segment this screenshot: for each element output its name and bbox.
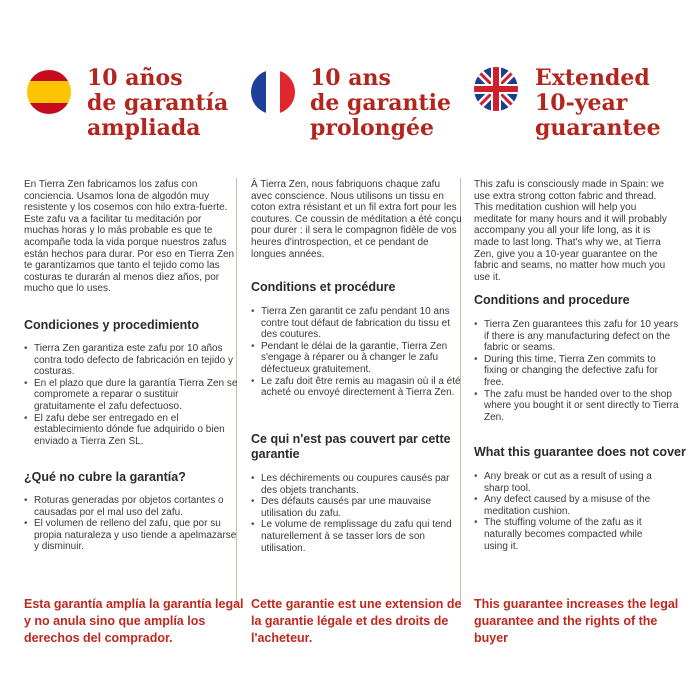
exclusions-heading: What this guarantee does not cover xyxy=(474,445,686,459)
list-item: • Des défauts causés par une mauvaise utilisation du zafu. xyxy=(251,496,465,519)
exclusions-heading: Ce qui n'est pas couvert par cette garantie xyxy=(251,432,451,461)
intro-paragraph: À Tierra Zen, nous fabriquons chaque zafu avec conscience. Nous utilisons un tissu en coton extra résistant et un fil extra fort pour les coutures. Ce coussin de méditation a été conçu pour durer : il sera le compagnon fidèle de vos heures d'introspection, et ce pendant de longues années. xyxy=(251,179,462,260)
exclusions-list xyxy=(474,471,654,552)
list-item: • Any break or cut as a result of using a sharp tool. xyxy=(474,471,654,494)
list-item: • The stuffing volume of the zafu as it naturally becomes compacted while using it. xyxy=(474,517,654,552)
french-column xyxy=(251,0,467,700)
list-item: • Any defect caused by a misuse of the meditation cushion. xyxy=(474,494,654,517)
list-item: • Roturas generadas por objetos cortantes o causadas por el mal uso del zafu. xyxy=(24,495,238,518)
conditions-list xyxy=(24,343,238,447)
spain-flag-icon xyxy=(27,70,71,114)
list-item: • El volumen de relleno del zafu, que por su propia naturaleza y uso tiende a apelmazarse y disminuir. xyxy=(24,518,238,553)
conditions-list xyxy=(251,306,465,399)
conditions-heading: Condiciones y procedimiento xyxy=(24,318,200,332)
list-item: • Tierra Zen guarantees this zafu for 10 years if there is any manufacturing defect on the fabric or seams. xyxy=(474,319,679,354)
footer-note: Cette garantie est une extension de la garantie légale et des droits de l'acheteur. xyxy=(251,597,462,645)
exclusions-list xyxy=(251,473,465,554)
intro-paragraph: En Tierra Zen fabricamos los zafus con conciencia. Usamos lona de algodón muy resistente y los cosemos con hilo extra-fuerte. Este zafu va a facilitar tu meditación por muchas horas y lo más probable es que te acompañe toda la vida porque nuestros zafus están hechos para durar. Por eso en Tierra Zen te garantizamos que tanto el tejido como las costuras te durarán al menos diez años, por mucho que lo uses. xyxy=(24,179,235,295)
list-item: • Tierra Zen garantit ce zafu pendant 10 ans contre tout défaut de fabrication du tissu et des coutures. xyxy=(251,306,465,341)
conditions-heading: Conditions et procédure xyxy=(251,280,396,294)
list-item: • Le zafu doit être remis au magasin où il a été acheté ou envoyé directement à Tierra Zen. xyxy=(251,376,465,399)
list-item: • Le volume de remplissage du zafu qui tend naturellement à se tasser lors de son utilisation. xyxy=(251,519,465,554)
spanish-column xyxy=(24,0,244,700)
list-item: • Tierra Zen garantiza este zafu por 10 años contra todo defecto de fabricación en tejido y costuras. xyxy=(24,343,238,378)
conditions-heading: Conditions and procedure xyxy=(474,293,630,307)
list-item: • The zafu must be handed over to the shop where you bought it or sent directly to Tierra Zen. xyxy=(474,389,679,424)
list-item: • El zafu debe ser entregado en el establecimiento dónde fue adquirido o bien enviado a Tierra Zen SL. xyxy=(24,413,238,448)
list-item: • Les déchirements ou coupures causés par des objets tranchants. xyxy=(251,473,465,496)
page-title: 10 años de garantía ampliada xyxy=(87,65,229,141)
page-title: Extended 10-year guarantee xyxy=(535,65,661,141)
exclusions-heading: ¿Qué no cubre la garantía? xyxy=(24,470,186,484)
page-title: 10 ans de garantie prolongée xyxy=(310,65,452,141)
conditions-list xyxy=(474,319,679,423)
english-column xyxy=(474,0,690,700)
france-flag-icon xyxy=(251,70,295,114)
list-item: • En el plazo que dure la garantía Tierra Zen se compromete a reparar o sustituir gratuitamente el zafu defectuoso. xyxy=(24,378,238,413)
list-item: • Pendant le délai de la garantie, Tierra Zen s'engage à réparer ou à changer le zafu défectueux gratuitement. xyxy=(251,341,465,376)
footer-note: This guarantee increases the legal guarantee and the rights of the buyer xyxy=(474,597,679,645)
footer-note: Esta garantía amplía la garantía legal y no anula sino que amplía los derechos del comprador. xyxy=(24,597,244,645)
intro-paragraph: This zafu is consciously made in Spain: we use extra strong cotton fabric and thread. This meditation cushion will help you meditate for many hours and it will probably accompany you all your life long, as it is made to last long. That's why we, at Tierra Zen, give you a 10-year guarantee on the fabric and seams, no matter how much you use it. xyxy=(474,179,667,283)
uk-flag-icon xyxy=(474,67,518,111)
list-item: • During this time, Tierra Zen commits to fixing or changing the defective zafu for free. xyxy=(474,354,679,389)
exclusions-list xyxy=(24,495,238,553)
